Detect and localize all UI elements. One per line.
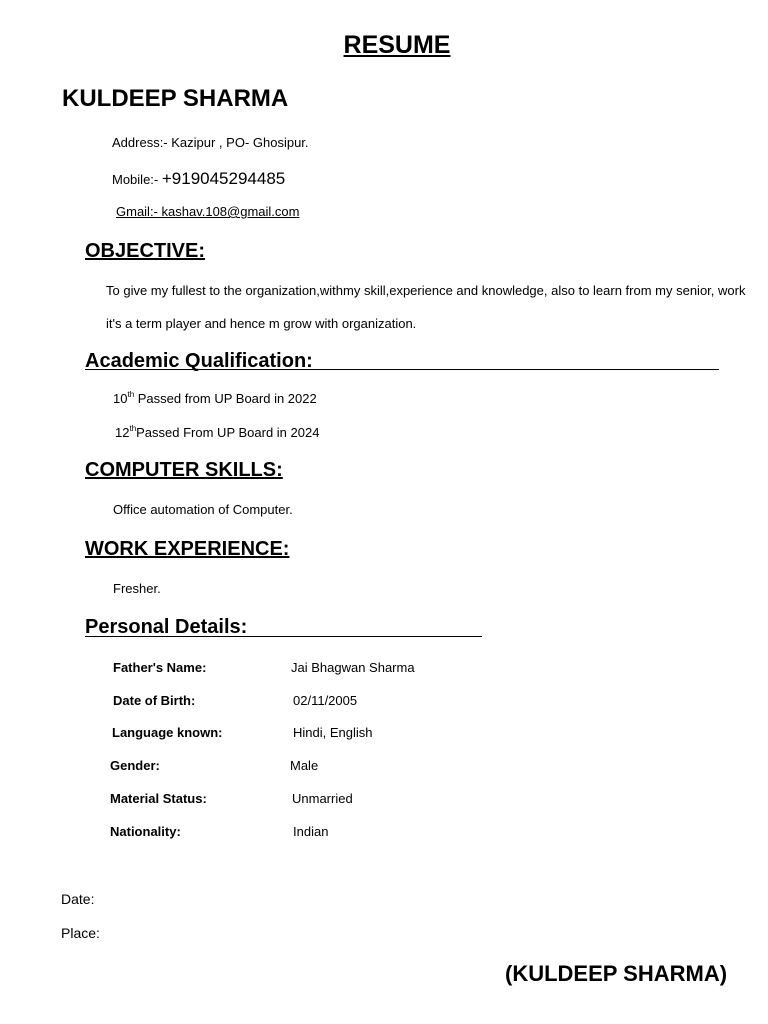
place-label: Place: bbox=[61, 925, 100, 941]
gmail-line: Gmail:- kashav.108@gmail.com bbox=[116, 204, 300, 219]
objective-heading: OBJECTIVE: bbox=[85, 240, 206, 262]
marital-status-value: Unmarried bbox=[292, 791, 353, 806]
nationality-value: Indian bbox=[293, 824, 329, 839]
personal-heading-underline bbox=[85, 636, 482, 637]
nationality-label: Nationality: bbox=[110, 824, 181, 839]
dob-value: 02/11/2005 bbox=[293, 693, 358, 708]
gender-label: Gender: bbox=[110, 758, 160, 773]
candidate-name: KULDEEP SHARMA bbox=[62, 85, 289, 112]
address-line: Address:- Kazipur , PO- Ghosipur. bbox=[112, 135, 309, 150]
language-label: Language known: bbox=[112, 725, 223, 740]
work-experience-heading: WORK EXPERIENCE: bbox=[85, 538, 290, 560]
work-experience-text: Fresher. bbox=[113, 581, 161, 596]
language-value: Hindi, English bbox=[293, 725, 373, 740]
father-name-value: Jai Bhagwan Sharma bbox=[291, 660, 415, 675]
marital-status-label: Material Status: bbox=[110, 791, 207, 806]
academic-heading-underline bbox=[85, 369, 719, 370]
gender-value: Male bbox=[290, 758, 319, 773]
date-label: Date: bbox=[61, 891, 95, 907]
academic-heading: Academic Qualification: bbox=[85, 350, 313, 372]
academic-item-2: 12thPassed From UP Board in 2024 bbox=[115, 424, 320, 440]
objective-line-1: To give my fullest to the organization,withmy skill,experience and knowledge, also to learn from my senior, work bbox=[106, 283, 746, 298]
computer-skills-text: Office automation of Computer. bbox=[113, 502, 293, 517]
mobile-label: Mobile:- bbox=[112, 172, 162, 187]
computer-skills-heading: COMPUTER SKILLS: bbox=[85, 459, 283, 481]
dob-label: Date of Birth: bbox=[113, 693, 196, 708]
mobile-line bbox=[112, 169, 285, 189]
father-name-label: Father's Name: bbox=[113, 660, 207, 675]
academic-item-1: 10th Passed from UP Board in 2022 bbox=[113, 390, 317, 406]
objective-line-2: it's a term player and hence m grow with organization. bbox=[106, 316, 417, 331]
signature-name: (KULDEEP SHARMA) bbox=[505, 961, 728, 986]
mobile-number: +919045294485 bbox=[161, 169, 286, 188]
page-title: RESUME bbox=[343, 31, 451, 59]
personal-details-heading: Personal Details: bbox=[85, 616, 248, 638]
